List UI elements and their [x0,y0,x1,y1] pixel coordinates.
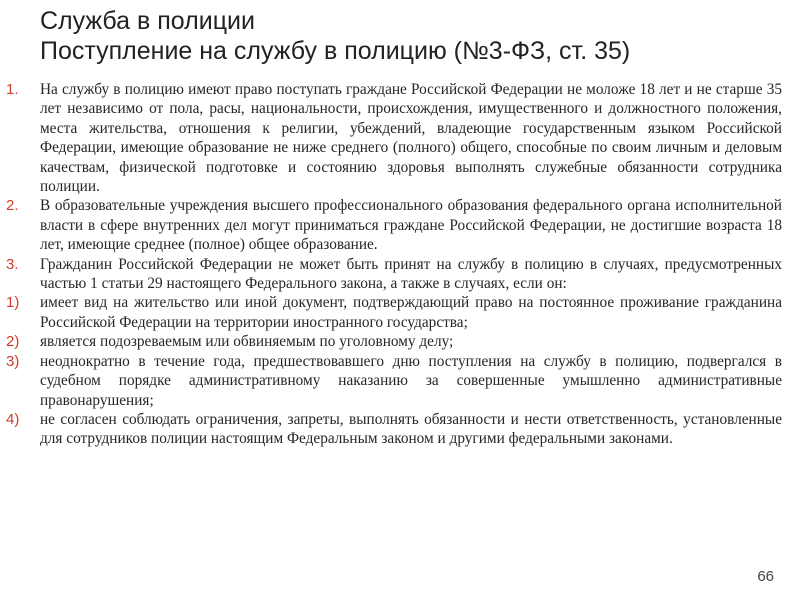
list-item-text: неоднократно в течение года, предшествовавшего дню поступления на службу в полицию, подвергался в судебном порядке административному наказанию за совершенные умышленно административные правонарушения; [40,352,782,409]
list-item [6,410,782,449]
list-item [6,196,782,254]
page-number: 66 [757,568,774,585]
list-item-text: является подозреваемым или обвиняемым по уголовному делу; [40,333,454,351]
list-marker: 2. [6,197,19,215]
slide-title [40,6,630,66]
list-item-text: имеет вид на жительство или иной документ, подтверждающий право на постоянное проживание гражданина Российской Федерации на территории иностранного государства; [40,294,782,331]
list-item-text: не согласен соблюдать ограничения, запреты, выполнять обязанности и нести ответственность, установленные для сотрудников полиции настоящим Федеральным законом и другими федеральными законами. [40,410,782,448]
list-marker: 1) [6,294,20,312]
list-item-text: В образовательные учреждения высшего профессионального образования федерального органа исполнительной власти в сфере внутренних дел могут приниматься граждане Российской Федерации, не достигшие возраста 18 лет, имеющие среднее (полное) общее образование. [40,197,782,254]
list-item [6,352,782,410]
list-marker: 3) [6,352,20,370]
list-marker: 1. [6,81,19,98]
list-item [6,293,782,332]
list-marker: 4) [6,410,20,428]
title-line-1: Служба в полиции [40,7,255,35]
list-item [6,332,782,351]
title-line-2: Поступление на службу в полицию (№3-ФЗ, ст. 35) [40,37,631,65]
list-item [6,80,782,196]
list-item-text: Гражданин Российской Федерации не может быть принят на службу в полицию в случаях, предусмотренных частью 1 статьи 29 настоящего Федерального закона, а также в случаях, если он: [40,255,782,293]
list-marker: 2) [6,333,20,351]
list-marker: 3. [6,255,19,273]
list-item-text: На службу в полицию имеют право поступать граждане Российской Федерации не моложе 18 лет и не старше 35 лет независимо от пола, расы, национальности, происхождения, имущественного и должностного положения, места жительства, отношения к религии, убеждений, владеющие государственным языком Российской Федерации, имеющие образование не ниже среднего (полного) общего, способные по своим личным и деловым качествам, физической подготовке и состоянию здоровья выполнять служебные обязанности сотрудника полиции. [40,81,782,196]
numbered-list [6,80,782,449]
list-item [6,255,782,294]
